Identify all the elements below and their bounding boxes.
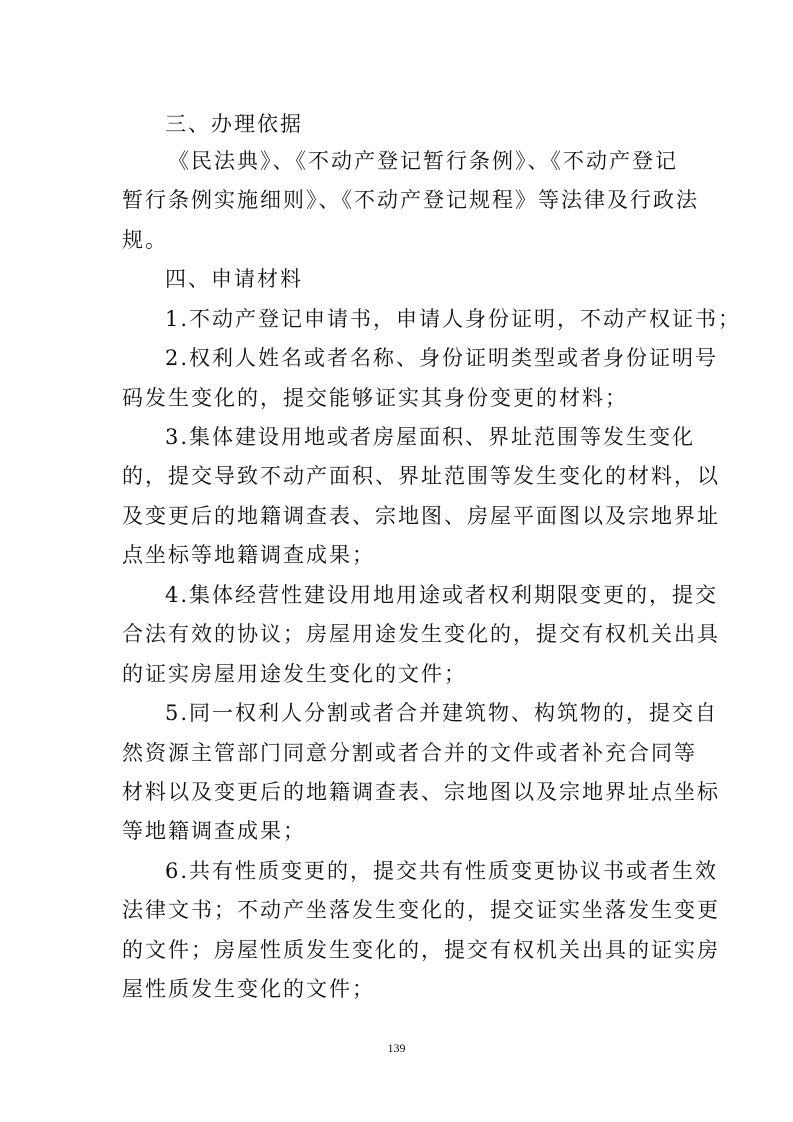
material-item-4-line-3: 的证实房屋用途发生变化的文件； [122, 662, 467, 686]
material-item-6-line-3: 的文件；房屋性质发生变化的，提交有权机关出具的证实房 [122, 938, 720, 962]
page-number: 139 [387, 1041, 406, 1055]
material-item-4-line-2: 合法有效的协议；房屋用途发生变化的，提交有权机关出具 [122, 622, 720, 646]
material-item-6-line-1: 6.共有性质变更的，提交共有性质变更协议书或者生效 [165, 859, 719, 883]
basis-paragraph-line-1: 《民法典》、《不动产登记暂行条例》、《不动产登记 [168, 149, 678, 173]
basis-paragraph-line-3: 规。 [122, 228, 168, 252]
material-item-1-line-1: 1.不动产登记申请书，申请人身份证明，不动产权证书； [165, 307, 742, 331]
material-item-6-line-2: 法律文书；不动产坐落发生变化的，提交证实坐落发生变更 [122, 898, 720, 922]
material-item-5-line-4: 等地籍调查成果； [122, 819, 306, 843]
material-item-2-line-1: 2.权利人姓名或者名称、身份证明类型或者身份证明号 [165, 346, 719, 370]
material-item-2-line-2: 码发生变化的，提交能够证实其身份变更的材料； [122, 386, 628, 410]
section-heading-materials: 四、申请材料 [165, 267, 303, 291]
section-heading-basis: 三、办理依据 [165, 112, 303, 136]
material-item-3-line-2: 的，提交导致不动产面积、界址范围等发生变化的材料，以 [122, 464, 720, 488]
material-item-3-line-3: 及变更后的地籍调查表、宗地图、房屋平面图以及宗地界址 [122, 504, 720, 528]
material-item-3-line-1: 3.集体建设用地或者房屋面积、界址范围等发生变化 [165, 425, 696, 449]
material-item-5-line-1: 5.同一权利人分割或者合并建筑物、构筑物的，提交自 [165, 701, 719, 725]
material-item-3-line-4: 点坐标等地籍调查成果； [122, 543, 375, 567]
material-item-4-line-1: 4.集体经营性建设用地用途或者权利期限变更的，提交 [165, 583, 719, 607]
material-item-5-line-3: 材料以及变更后的地籍调查表、宗地图以及宗地界址点坐标 [122, 780, 720, 804]
basis-paragraph-line-2: 暂行条例实施细则》、《不动产登记规程》等法律及行政法 [122, 188, 699, 212]
material-item-5-line-2: 然资源主管部门同意分割或者合并的文件或者补充合同等 [122, 741, 697, 765]
material-item-6-line-4: 屋性质发生变化的文件； [122, 977, 375, 1001]
